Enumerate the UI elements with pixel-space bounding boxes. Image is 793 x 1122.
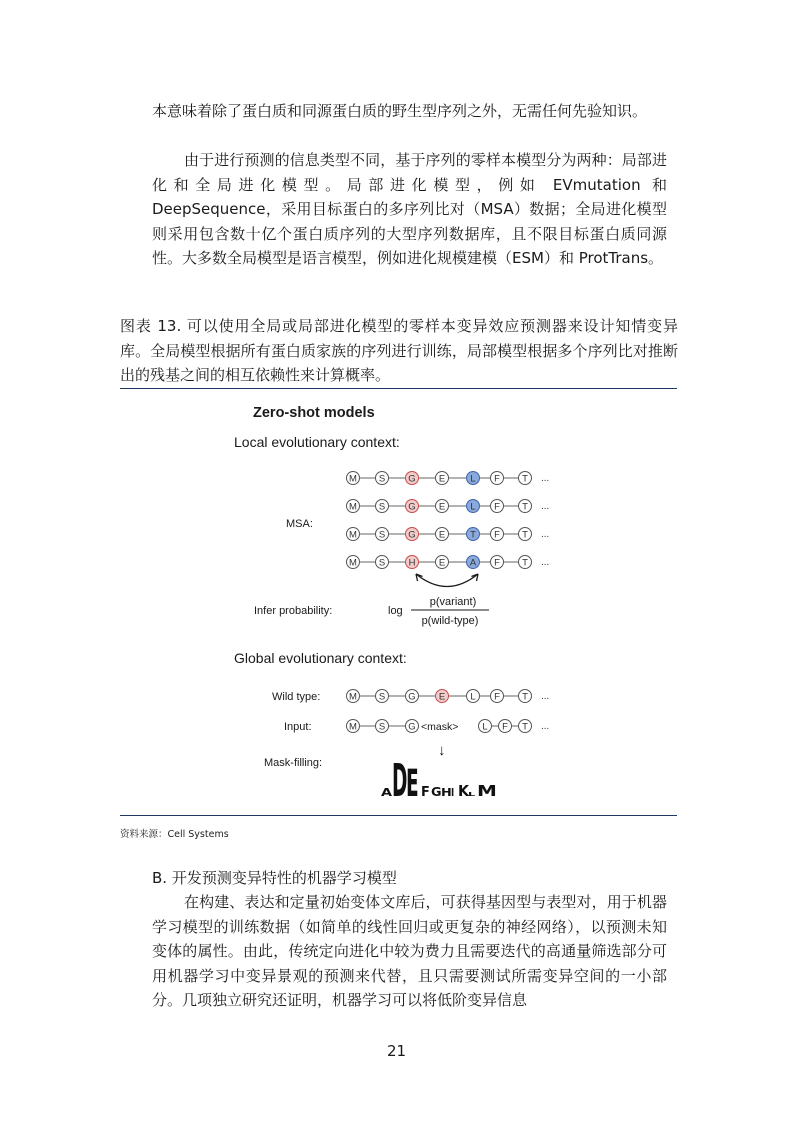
msa-residue-letter: F [494,473,500,485]
input-residue-letter: F [502,721,508,733]
figure-rule-bottom [120,815,677,816]
ellipsis: ... [541,501,550,512]
input-residue-letter: L [482,721,488,733]
logo-letter-k: K [458,782,470,801]
msa-residue-letter: S [378,529,386,541]
page-number: 21 [386,1042,407,1060]
global-heading: Global evolutionary context: [234,650,407,666]
mask-token: <mask> [421,721,459,733]
msa-residue-letter: L [470,501,476,513]
logo-letter-a: A [381,786,393,800]
wildtype-residue-letter: G [408,691,416,703]
msa-residue-letter: E [438,529,446,541]
logo-letter-m: M [477,783,497,801]
msa-row [347,528,550,541]
ellipsis: ... [541,529,550,540]
msa-residue-letter: G [408,529,416,541]
msa-residue-letter: F [494,557,500,569]
figure-title: Zero-shot models [253,405,375,421]
msa-residue-letter: G [408,501,416,513]
wildtype-residue-letter: T [522,691,528,703]
logo-letter-l: L [468,791,476,798]
msa-residue-letter: A [469,557,477,569]
logo-letter-g: G [431,784,442,799]
logo-letter-f: F [421,784,430,801]
msa-grid [347,472,550,569]
wild-type-row [347,690,550,703]
msa-residue-letter: L [470,473,476,485]
swap-arrow [416,574,478,587]
input-label: Input: [284,721,312,733]
msa-residue-letter: E [438,473,446,485]
msa-row [347,472,550,485]
ellipsis: ... [541,557,550,568]
wildtype-residue-letter: E [438,691,446,703]
section-b-heading: B. 开发预测变异特性的机器学习模型 [152,869,397,887]
msa-residue-letter: T [522,557,528,569]
msa-residue-letter: M [349,529,357,541]
log-text: log [388,605,403,617]
logo-letter-i: I [451,787,455,800]
msa-residue-letter: S [378,557,386,569]
paragraph-1: 本意味着除了蛋白质和同源蛋白质的野生型序列之外，无需任何先验知识。 [152,102,648,120]
figure-caption: 图表 13. 可以使用全局或局部进化模型的零样本变异效应预测器来设计知情变异库。全局模型根据所有蛋白质家族的序列进行训练，局部模型根据多个序列比对推断出的残基之间的相互依赖性来计算概率。 [120,317,678,384]
msa-residue-letter: E [438,557,446,569]
mask-down-arrow: ↓ [438,742,446,759]
msa-residue-letter: T [522,529,528,541]
msa-residue-letter: E [438,501,446,513]
msa-residue-letter: T [470,529,476,541]
msa-residue-letter: F [494,529,500,541]
infer-probability-label: Infer probability: [254,605,333,617]
msa-residue-letter: M [349,473,357,485]
wildtype-residue-letter: L [470,691,476,703]
wildtype-residue-letter: M [349,691,357,703]
probability-numerator: p(variant) [429,596,477,608]
msa-residue-letter: M [349,557,357,569]
input-residue-letter: T [522,721,528,733]
ellipsis: ... [541,691,550,702]
logo-letter-d: D [392,755,408,808]
msa-residue-letter: G [408,473,416,485]
input-row [347,720,550,734]
msa-residue-letter: H [408,557,416,569]
wild-type-label: Wild type: [272,691,321,703]
logo-letter-h: H [441,785,452,799]
mask-filling-label: Mask-filling: [264,757,323,769]
input-residue-letter: G [408,721,416,733]
input-residue-letter: S [378,721,386,733]
msa-row [347,556,550,569]
msa-residue-letter: S [378,501,386,513]
msa-row [347,500,550,513]
msa-residue-letter: F [494,501,500,513]
ellipsis: ... [541,473,550,484]
figure-zero-shot-models [120,392,677,816]
input-residue-letter: M [349,721,357,733]
local-heading: Local evolutionary context: [234,434,400,450]
section-b-paragraph: 在构建、表达和定量初始变体文库后，可获得基因型与表型对，用于机器学习模型的训练数据（如简单的线性回归或更复杂的神经网络），以预测未知变体的属性。由此，传统定向进化中较为费力且需要迭代的高通量筛选部分可用机器学习中变异景观的预测来代替，且只需要测试所需变异空间的一小部分。几项独立研究还证明，机器学习可以将低阶变异信息 [152,893,667,1009]
msa-residue-letter: S [378,473,386,485]
sequence-logo [381,755,497,807]
wildtype-residue-letter: F [494,691,500,703]
ellipsis: ... [541,721,550,732]
paragraph-2: 由于进行预测的信息类型不同，基于序列的零样本模型分为两种：局部进化和全局进化模型。局部进化模型，例如 EVmutation 和 DeepSequence，采用目标蛋白的多序列比对（MSA）数据；全局进化模型则采用包含数十亿个蛋白质序列的大型序列数据库，且不限目标蛋白质同源性。大多数全局模型是语言模型，例如进化规模建模（ESM）和 ProtTrans。 [152,151,667,267]
logo-letter-e: E [406,761,419,805]
wildtype-residue-letter: S [378,691,386,703]
msa-residue-letter: T [522,501,528,513]
caption-rule-top [120,388,677,389]
probability-denominator: p(wild-type) [421,615,479,627]
msa-label: MSA: [286,518,313,530]
source-note: 资料来源：Cell Systems [120,829,229,840]
msa-residue-letter: M [349,501,357,513]
msa-residue-letter: T [522,473,528,485]
